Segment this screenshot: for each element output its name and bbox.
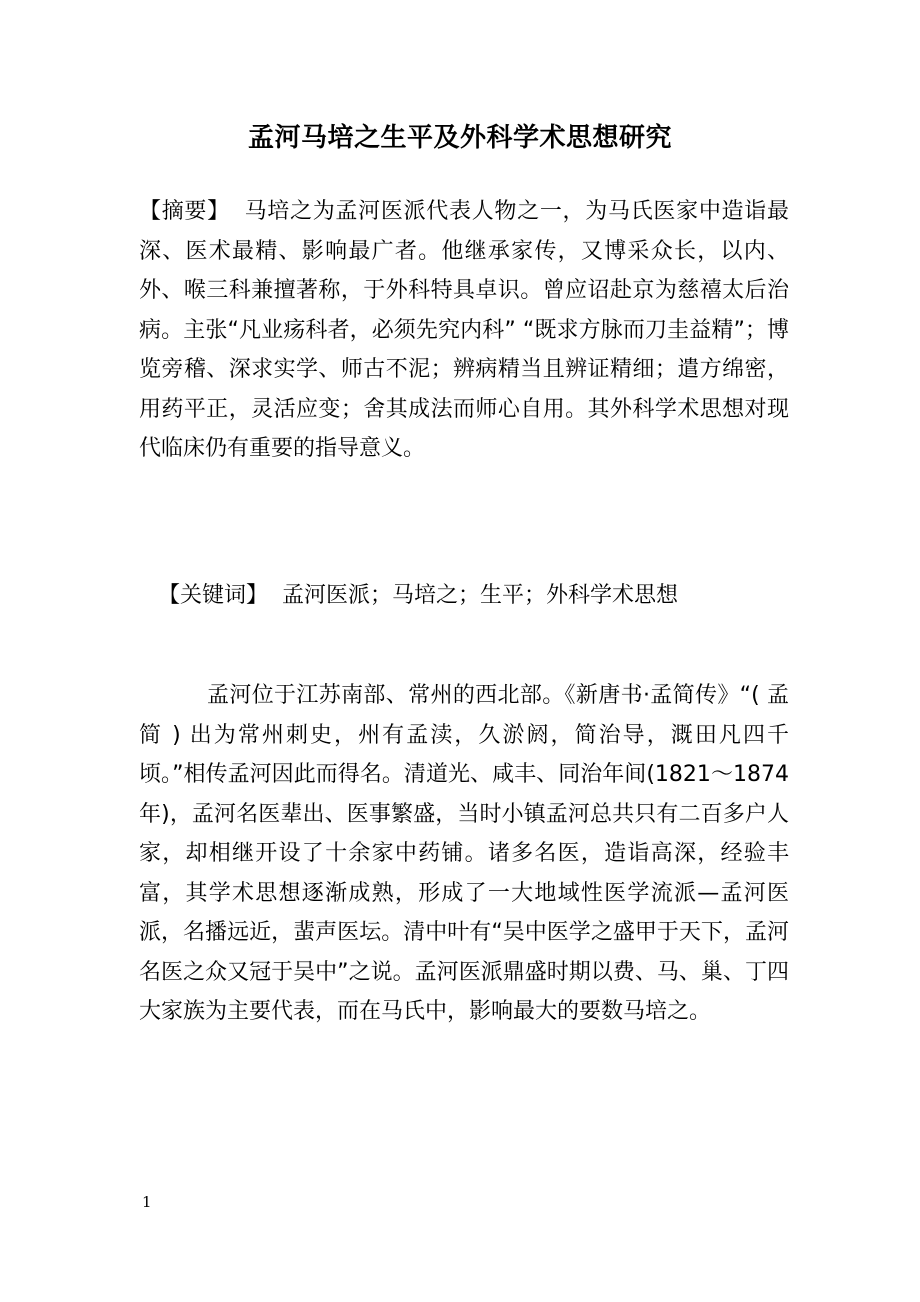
abstract-text: 马培之为孟河医派代表人物之一，为马氏医家中造诣最深、医术最精、影响最广者。他继承家传，又博采众长，以内、外、喉三科兼擅著称，于外科特具卓识。曾应诏赴京为慈禧太后治病。主张“凡业疡科者，必须先究内科” “既求方脉而刀圭益精”；博览旁稽、深求实学、师古不泥；辨病精当且辨证精细；遣方绵密，用药平正，灵活应变；舍其成法而师心自用。其外科学术思想对现代临床仍有重要的指导意义。 [139, 199, 789, 461]
abstract-label: 【摘要】 [139, 199, 230, 224]
keywords-label: 【关键词】 [158, 583, 269, 608]
page-number: 1 [142, 1193, 152, 1211]
document-title: 孟河马培之生平及外科学术思想研究 [247, 123, 672, 153]
body-paragraph: 孟河位于江苏南部、常州的西北部。《新唐书·孟简传》“( 孟简 ) 出为常州刺史，州有孟渎，久淤阏，简治导，溉田凡四千顷。”相传孟河因此而得名。清道光、咸丰、同治年间(1821～1874 年)，孟河名医辈出、医事繁盛，当时小镇孟河总共只有二百多户人家，却相继开设了十余家中药铺。诸多名医，造诣高深，经验丰富，其学术思想逐渐成熟，形成了一大地域性医学流派—孟河医派，名播远近，蜚声医坛。清中叶有“吴中医学之盛甲于天下，孟河名医之众又冠于吴中”之说。孟河医派鼎盛时期以费、马、巢、丁四大家族为主要代表，而在马氏中，影响最大的要数马培之。 [139, 683, 789, 1024]
keywords-paragraph [158, 576, 808, 616]
keywords-text: 孟河医派；马培之；生平；外科学术思想 [282, 583, 679, 608]
abstract-paragraph [139, 192, 789, 469]
